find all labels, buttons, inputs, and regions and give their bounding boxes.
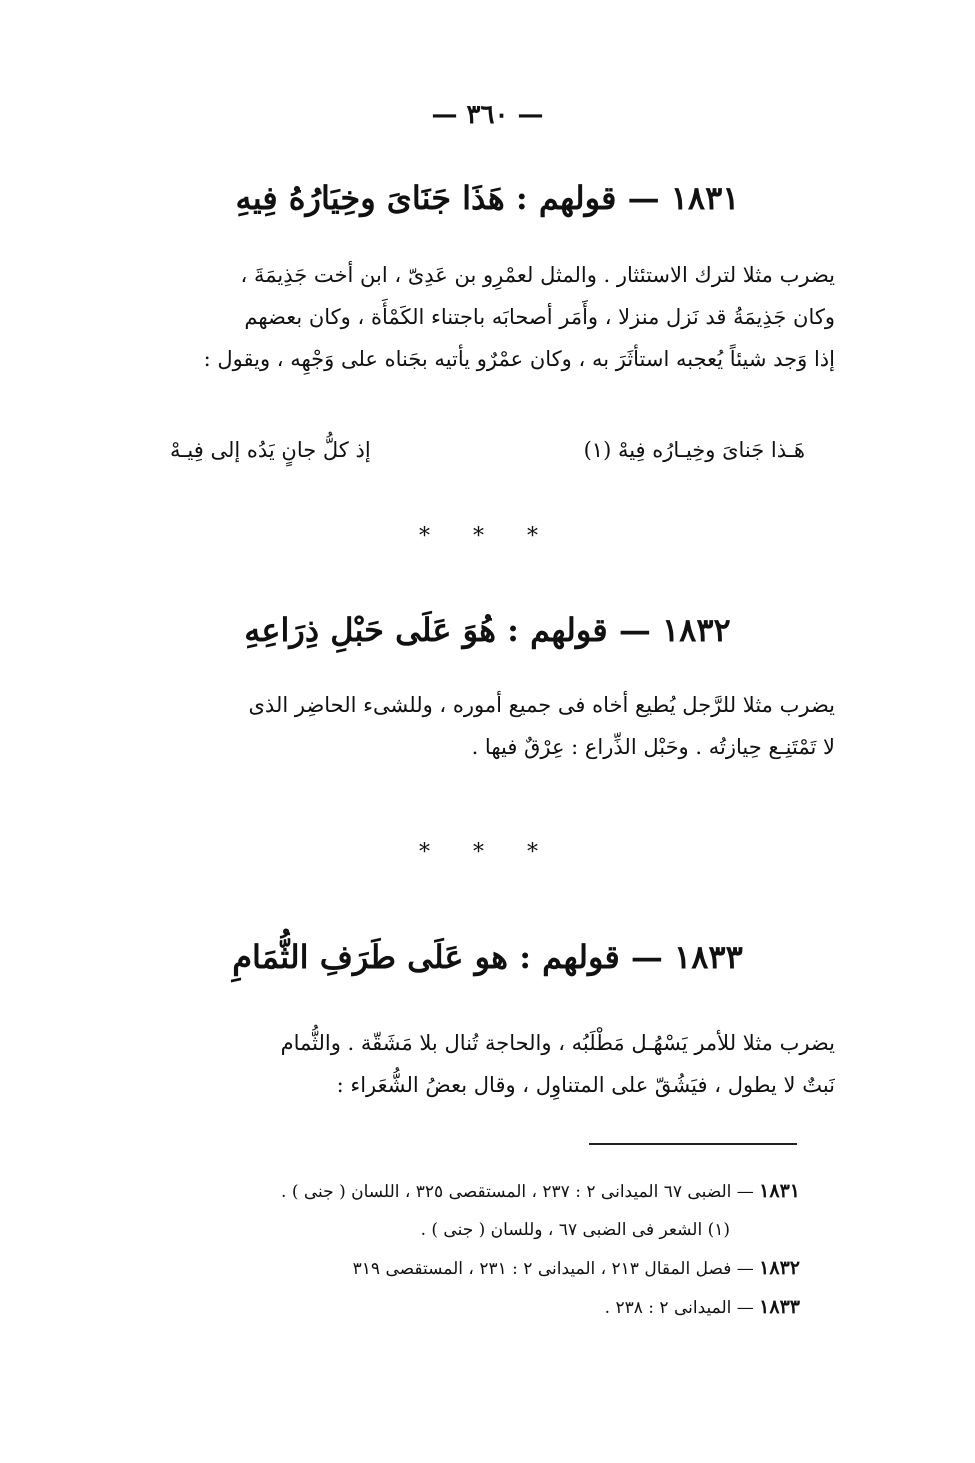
text-line: إذا وَجد شيئاً يُعجبه استأثَرَ به ، وكان عمْرٌو يأتيه بجَناه على وَجْهِه ، ويقول : — [203, 347, 835, 371]
footnote-1832 — [150, 1249, 800, 1288]
footnote-1833 — [150, 1288, 800, 1327]
verse-first-hemistich: هَـذا جَناىَ وخِيـارُه فِيهْ (١) — [583, 438, 805, 462]
page-number: — ٣٦٠ — — [431, 100, 544, 130]
footnote-text: — الميدانى ٢ : ٢٣٨ . — [604, 1298, 754, 1318]
footnote-text: — فصل المقال ٢١٣ ، الميدانى ٢ : ٢٣١ ، المستقصى ٣١٩ — [352, 1259, 754, 1279]
footnote-number: ١٨٣٢ — [759, 1257, 800, 1279]
entry-body-1832 — [150, 684, 835, 768]
footnote-text: (١) الشعر فى الضبى ٦٧ ، وللسان ( جنى ) . — [420, 1220, 730, 1240]
entry-heading-1832: ١٨٣٢ — قولهم : هُوَ عَلَى حَبْلِ ذِرَاعِهِ — [244, 611, 731, 649]
text-line: يضرب مثلا للأمر يَسْهُـل مَطْلَبُه ، والحاجة تُنال بلا مَشَقّة . والثُّمام — [280, 1031, 835, 1055]
section-separator: * * * — [419, 840, 556, 865]
entry-heading-1833: ١٨٣٣ — قولهم : هو عَلَى طَرَفِ الثُّمَامِ — [232, 938, 743, 976]
verse-second-hemistich: إذ كلُّ جانٍ يَدُه إلى فِيـهْ — [170, 438, 371, 462]
footnote-number: ١٨٣١ — [759, 1180, 800, 1202]
text-line: لا تَمْتَنِـع حِيازتُه . وحَبْل الذِّراع : عِرْقٌ فيها . — [471, 735, 835, 759]
entry-body-1833 — [150, 1022, 835, 1106]
text-line: يضرب مثلا للرَّجل يُطيع أخاه فى جميع أموره ، وللشىء الحاضِر الذى — [248, 693, 835, 717]
text-line: نَبتٌ لا يطول ، فيَشُقّ على المتناوِل ، وقال بعضُ الشُّعَراء : — [336, 1073, 835, 1097]
footnote-1831 — [150, 1172, 800, 1211]
section-separator: * * * — [419, 524, 556, 549]
verse-1831 — [170, 428, 805, 472]
entry-heading-1831: ١٨٣١ — قولهم : هَذَا جَنَاىَ وخِيَارُهُ فِيهِ — [235, 179, 740, 217]
text-line: يضرب مثلا لترك الاستئثار . والمثل لعمْرِو بن عَدِىّ ، ابن أخت جَذِيمَةَ ، — [240, 263, 835, 287]
entry-body-1831 — [150, 254, 835, 380]
footnote-rule — [589, 1143, 797, 1145]
footnote-verse-source — [150, 1211, 800, 1249]
footnote-number: ١٨٣٣ — [759, 1296, 800, 1318]
footnotes — [150, 1172, 800, 1327]
text-line: وكان جَذِيمَةُ قد نَزل منزلا ، وأَمَر أصحابَه باجتناء الكَمْأَة ، وكان بعضهم — [244, 305, 835, 329]
footnote-text: — الضبى ٦٧ الميدانى ٢ : ٢٣٧ ، المستقصى ٣٢٥ ، اللسان ( جنى ) . — [281, 1182, 754, 1202]
